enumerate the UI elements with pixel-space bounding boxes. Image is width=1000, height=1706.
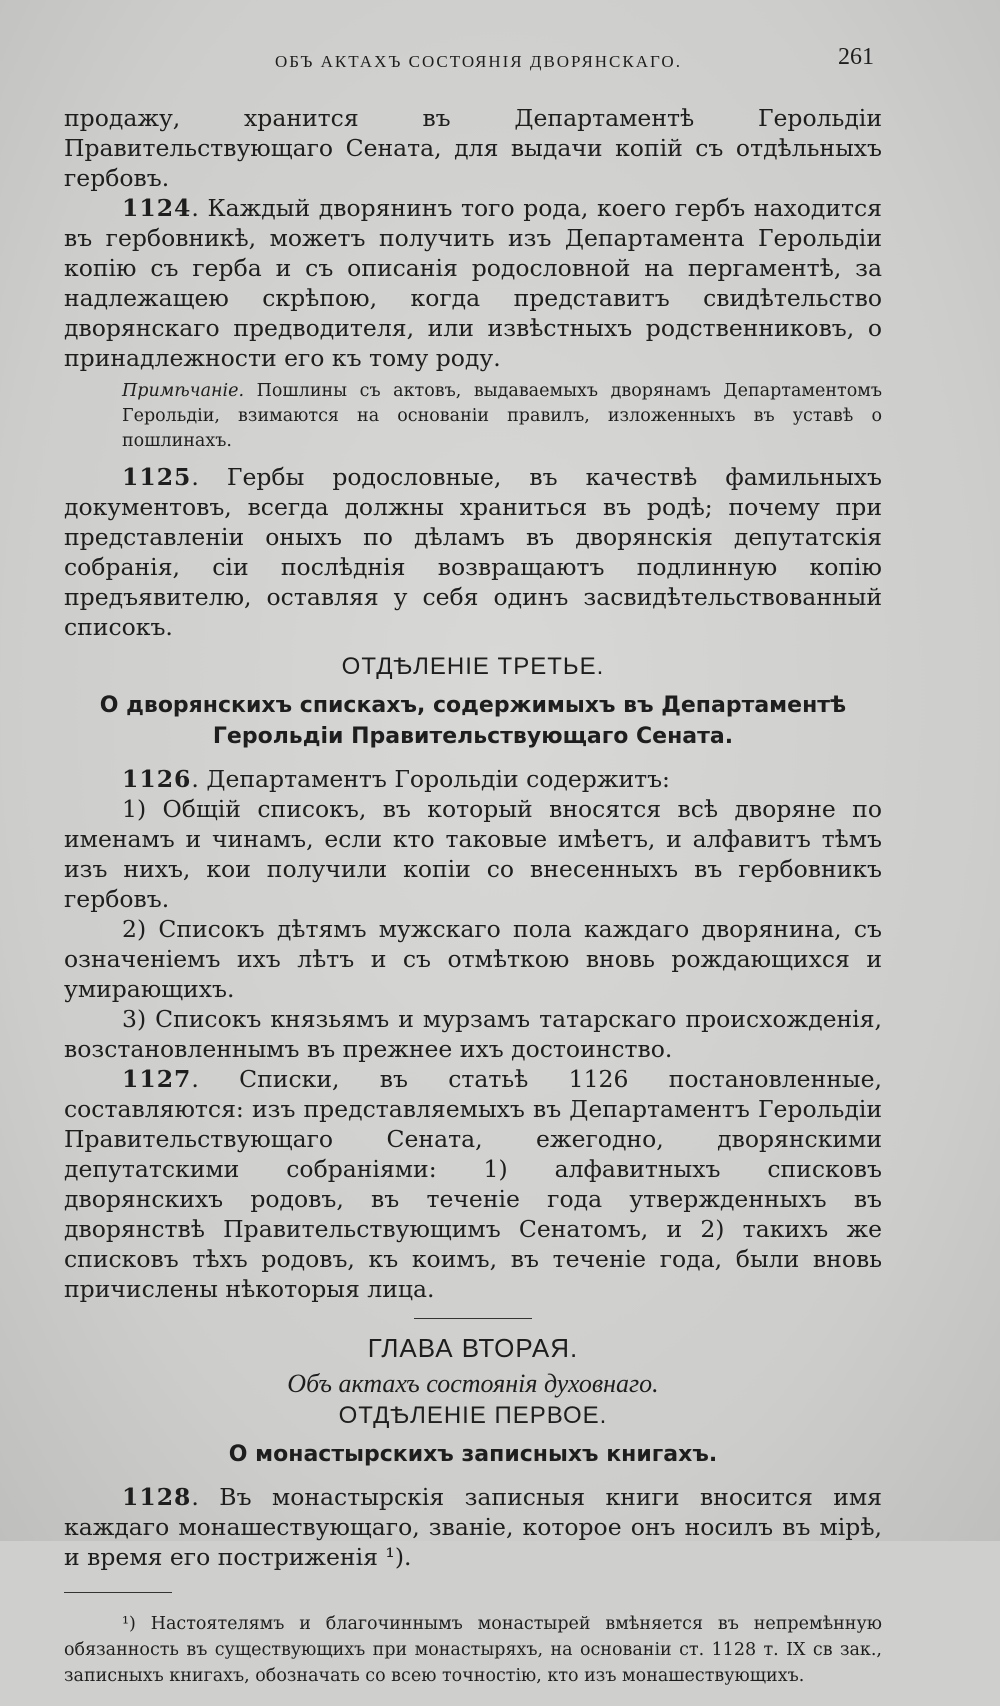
running-head: ОБЪ АКТАХЪ СОСТОЯНІЯ ДВОРЯНСКАГО. xyxy=(275,52,682,71)
footnote-mark: ¹) xyxy=(122,1613,136,1634)
article-1124 xyxy=(64,193,882,373)
article-text: . Департаментъ Горольдіи содержитъ: xyxy=(191,765,670,793)
list-item: 1) Общій списокъ, въ который вносятся всѣ дворяне по именамъ и чинамъ, если кто таковые имѣетъ, и алфавитъ тѣмъ изъ нихъ, кои получили копіи со внесенныхъ въ гербовникъ гербовъ. xyxy=(64,795,882,913)
note-lead: Примѣчаніе. xyxy=(122,381,245,401)
article-1125 xyxy=(64,462,882,642)
article-text: . Гербы родословные, въ качествѣ фамильныхъ документовъ, всегда должны храниться въ родѣ; почему при представленіи оныхъ по дѣламъ въ дворянскія депутатскія собранія, сіи послѣднія возвращаютъ подлинную копію предъявителю, оставляя у себя одинъ засвидѣтельствованный списокъ. xyxy=(64,463,882,641)
article-1126 xyxy=(64,764,882,794)
article-number: 1125 xyxy=(122,463,192,491)
article-number: 1126 xyxy=(122,765,192,793)
chapter-subtitle: Объ актахъ состоянія духовнаго. xyxy=(287,1369,659,1398)
footnote-text: Настоятелямъ и благочиннымъ монастырей вмѣняется въ непремѣнную обязанность въ существующихъ при монастыряхъ, на основаніи ст. 1128 т. IX св зак., записныхъ книгахъ, обозначать со всею точностію, кто изъ монашествующихъ. xyxy=(64,1613,882,1686)
paragraph-continuation: продажу, хранится въ Департаментѣ Герольдіи Правительствующаго Сената, для выдачи копій съ отдѣльныхъ гербовъ. xyxy=(64,104,882,192)
article-number: 1124 xyxy=(122,194,192,222)
note-1124 xyxy=(122,379,882,454)
section-subtitle: О монастырскихъ записныхъ книгахъ. xyxy=(228,1442,718,1467)
section-title: ОТДѢЛЕНІЕ ПЕРВОЕ. xyxy=(338,1402,608,1429)
divider xyxy=(414,1318,532,1319)
article-number: 1127 xyxy=(122,1065,192,1093)
article-number: 1128 xyxy=(122,1483,192,1511)
page-number: 261 xyxy=(838,44,874,70)
article-text: . Списки, въ статьѣ 1126 постановленные, составляются: изъ представляемыхъ въ Департаментъ Герольдіи Правительствующаго Сената, ежегодно, дворянскими депутатскими собраніями: 1) алфавитныхъ списковъ дворянскихъ родовъ, въ теченіе года утвержденныхъ въ дворянствѣ Правительствующимъ Сенатомъ, и 2) такихъ же списковъ тѣхъ родовъ, къ коимъ, въ теченіе года, были вновь причислены нѣкоторыя лица. xyxy=(64,1065,882,1303)
footnote-divider xyxy=(64,1592,172,1593)
article-1128 xyxy=(64,1482,882,1572)
article-text: . Каждый дворянинъ того рода, коего гербъ находится въ гербовникѣ, можетъ получить изъ Департамента Герольдіи копію съ герба и съ описанія родословной на пергаментѣ, за надлежащею скрѣпою, когда представитъ свидѣтельство дворянскаго предводителя, или извѣстныхъ родственниковъ, о принадлежности его къ тому роду. xyxy=(64,194,882,372)
note-text: Пошлины съ актовъ, выдаваемыхъ дворянамъ Департаментомъ Герольдіи, взимаются на основаніи правилъ, изложенныхъ въ уставѣ о пошлинахъ. xyxy=(122,381,882,451)
page-header xyxy=(0,44,1000,80)
article-1127 xyxy=(64,1064,882,1304)
list-item: 2) Списокъ дѣтямъ мужскаго пола каждаго дворянина, съ означеніемъ ихъ лѣтъ и съ отмѣткою вновь рождающихся и умирающихъ. xyxy=(64,915,882,1003)
list-item: 3) Списокъ князьямъ и мурзамъ татарскаго происхожденія, возстановленнымъ въ прежнее ихъ достоинство. xyxy=(64,1005,882,1063)
chapter-title: ГЛАВА ВТОРАЯ. xyxy=(367,1333,579,1363)
footnote xyxy=(64,1611,882,1689)
section-title: ОТДѢЛЕНІЕ ТРЕТЬЕ. xyxy=(341,653,605,680)
page-body xyxy=(64,103,882,1706)
article-text: . Въ монастырскія записныя книги вносится имя каждаго монашествующаго, званіе, которое онъ носилъ въ мірѣ, и время его постриженія ¹). xyxy=(64,1483,882,1571)
section-subtitle: О дворянскихъ спискахъ, содержимыхъ въ Департаментѣ Герольдіи Правительствующаго Сената. xyxy=(99,693,847,749)
